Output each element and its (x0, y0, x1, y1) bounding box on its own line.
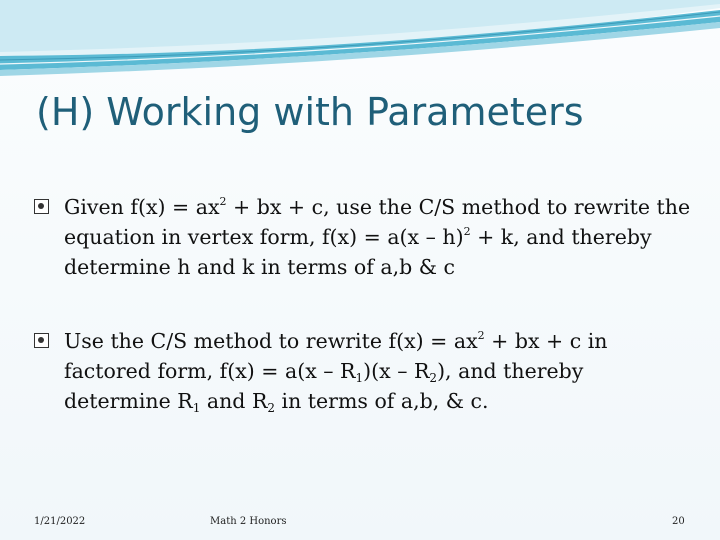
header-wave-decoration (0, 0, 720, 80)
bullet-item-factored-form (34, 326, 694, 416)
bullet-list (34, 192, 694, 416)
footer-course-name: Math 2 Honors (210, 516, 287, 527)
bullet-marker-icon (34, 199, 49, 214)
bullet-text: Use the C/S method to rewrite $f(x) = ax^2$ + bx + c in factored form, $f(x) = a(x - R_1)(x - R_2)$, and thereby determine $R_1$ and $R_2$ in terms of a,b, & c. (64, 329, 608, 415)
bullet-marker-icon (34, 333, 49, 348)
footer-date: 1/21/2022 (34, 516, 86, 527)
slide-title: (H) Working with Parameters (36, 90, 584, 134)
bullet-item-vertex-form (34, 192, 694, 282)
bullet-text: Given $f(x) = ax^2$ + bx + c, use the C/S method to rewrite the equation in vertex form, f(x) = a(x – h)$^2$ + k, and thereby determine h and k in terms of a,b & c (64, 195, 691, 279)
footer-page-number: 20 (672, 516, 685, 527)
